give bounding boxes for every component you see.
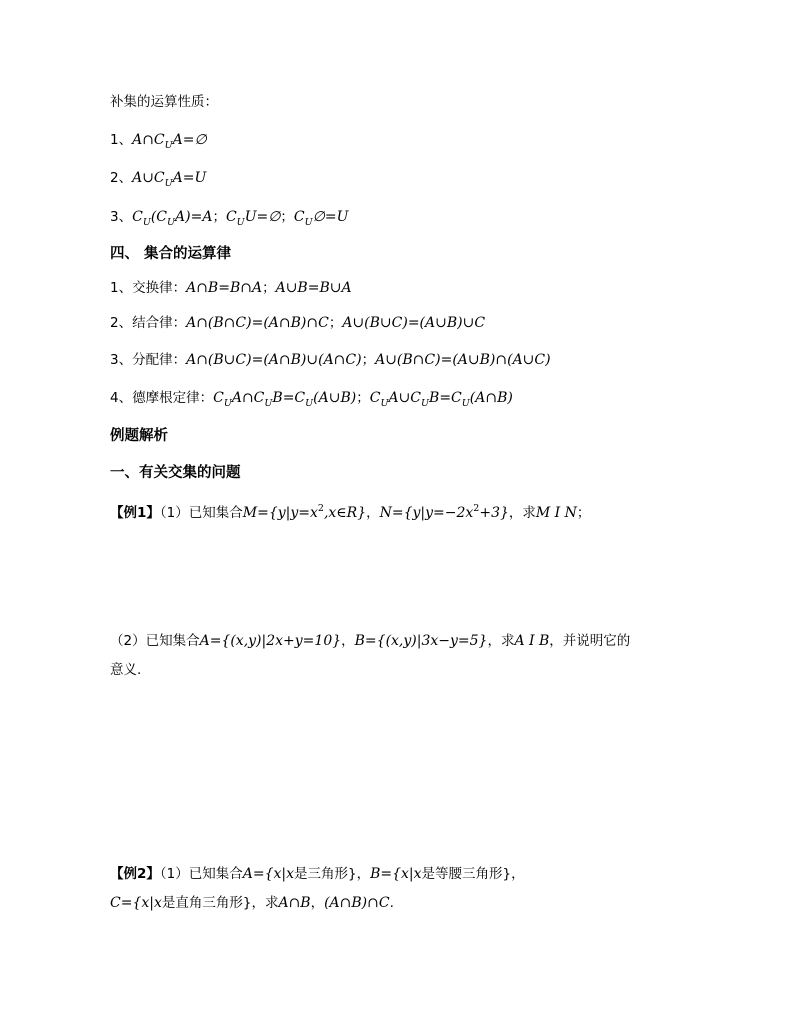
complement-heading-text: 补集的运算性质： xyxy=(110,94,218,110)
separator: ； xyxy=(576,505,591,521)
question-text: （1）已知集合 xyxy=(159,866,243,882)
math-expr: C xyxy=(369,390,381,406)
separator: ； xyxy=(212,209,226,225)
item-label: 2、结合律： xyxy=(110,315,187,331)
item-number: 2、 xyxy=(110,170,133,186)
subscript: U xyxy=(461,398,470,409)
math-expr: A=∅ xyxy=(172,132,207,148)
math-expr: A∪(B∩C)=(A∪B)∩(A∪C) xyxy=(375,352,551,368)
subscript: U xyxy=(305,398,314,409)
question-text: ，并说明它的 xyxy=(549,633,631,649)
example1-question2 xyxy=(110,631,630,651)
question-text: （1）已知集合 xyxy=(159,505,243,521)
item-label: 1、交换律： xyxy=(110,280,187,296)
question-text: 是等腰三角形} xyxy=(421,866,512,882)
math-expr: M I N xyxy=(535,505,577,521)
subscript: U xyxy=(167,217,176,228)
example1-question2-continued xyxy=(110,660,141,680)
item-label: 4、德摩根定律： xyxy=(110,390,214,406)
laws-heading-text: 四、 集合的运算律 xyxy=(110,246,232,262)
separator: ； xyxy=(361,352,376,368)
law-de-morgan xyxy=(110,388,513,410)
math-expr: A={x|x xyxy=(242,866,295,882)
math-expr: A∩B=B∩A xyxy=(186,280,263,296)
math-expr: ,x∈R} xyxy=(323,505,367,521)
math-expr: B=C xyxy=(429,390,462,406)
separator: ， xyxy=(366,505,380,521)
math-expr: A∪C xyxy=(388,390,422,406)
question-text: 是三角形} xyxy=(294,866,357,882)
complement-property-3 xyxy=(110,207,348,229)
example1-question1 xyxy=(110,503,590,525)
math-expr: C xyxy=(293,209,305,225)
math-expr: B={(x,y)|3x−y=5} xyxy=(354,633,488,649)
math-expr: A∪C xyxy=(132,170,165,186)
superscript: 2 xyxy=(317,503,324,514)
math-expr: M={y|y=x xyxy=(242,505,318,521)
subscript: U xyxy=(164,178,173,189)
math-expr: A∪(B∪C)=(A∪B)∪C xyxy=(342,315,486,331)
subscript: U xyxy=(380,398,389,409)
separator: ， xyxy=(511,866,525,882)
example2-question1-continued xyxy=(110,893,394,913)
math-expr: C={x|x xyxy=(110,895,162,911)
example2-question1 xyxy=(110,864,525,884)
item-label: 3、分配律： xyxy=(110,352,187,368)
math-expr: (A∩B)∩C xyxy=(324,895,390,911)
question-text: ，求 xyxy=(508,505,536,521)
math-expr: A∩C xyxy=(132,132,165,148)
separator: ， xyxy=(341,633,355,649)
math-expr: A I B xyxy=(514,633,550,649)
math-expr: +3} xyxy=(479,505,509,521)
question-text: ，求 xyxy=(251,895,279,911)
subscript: U xyxy=(223,398,232,409)
law-commutative xyxy=(110,278,352,298)
math-expr: (A∪B) xyxy=(313,390,357,406)
example-label: 【例1】 xyxy=(110,505,160,521)
math-expr: B={x|x xyxy=(370,866,422,882)
complement-heading xyxy=(110,92,218,112)
separator: ， xyxy=(356,866,371,882)
superscript: 2 xyxy=(473,503,480,514)
subscript: U xyxy=(264,398,273,409)
law-associative xyxy=(110,313,485,333)
math-expr: U=∅ xyxy=(244,209,281,225)
subscript: U xyxy=(164,140,173,151)
separator: ； xyxy=(328,315,343,331)
separator: ， xyxy=(310,895,325,911)
math-expr: A)=A xyxy=(175,209,213,225)
math-expr: A={(x,y)|2x+y=10} xyxy=(199,633,342,649)
question-text: 意义. xyxy=(110,662,142,678)
separator: ； xyxy=(280,209,294,225)
question-text: （2）已知集合 xyxy=(110,633,200,649)
part1-heading-text: 一、有关交集的问题 xyxy=(110,465,241,481)
question-text: ，求 xyxy=(487,633,515,649)
item-number: 1、 xyxy=(110,132,133,148)
math-expr: (A∩B) xyxy=(469,390,513,406)
math-expr: A∩(B∩C)=(A∩B)∩C xyxy=(186,315,329,331)
separator: ； xyxy=(356,390,370,406)
part1-heading xyxy=(110,463,241,483)
law-distributive xyxy=(110,350,551,370)
laws-heading xyxy=(110,244,231,264)
subscript: U xyxy=(142,217,151,228)
math-expr: A=U xyxy=(172,170,207,186)
example-label: 【例2】 xyxy=(110,866,160,882)
math-expr: N={y|y=−2x xyxy=(379,505,474,521)
subscript: U xyxy=(421,398,430,409)
question-text: 是直角三角形} xyxy=(161,895,252,911)
math-expr: A∩C xyxy=(231,390,265,406)
subscript: U xyxy=(304,217,313,228)
separator: ； xyxy=(262,280,276,296)
math-expr: B=C xyxy=(272,390,306,406)
math-expr: C xyxy=(132,209,143,225)
examples-heading xyxy=(110,426,168,446)
math-expr: C xyxy=(213,390,224,406)
separator: . xyxy=(389,895,394,911)
complement-property-2 xyxy=(110,168,206,190)
math-expr: ∅=U xyxy=(312,209,349,225)
complement-property-1 xyxy=(110,130,207,152)
math-expr: A∩B xyxy=(278,895,311,911)
math-expr: A∪B=B∪A xyxy=(275,280,352,296)
subscript: U xyxy=(236,217,245,228)
item-number: 3、 xyxy=(110,209,133,225)
examples-heading-text: 例题解析 xyxy=(110,428,168,444)
math-expr: (C xyxy=(150,209,168,225)
math-expr: A∩(B∪C)=(A∩B)∪(A∩C) xyxy=(186,352,362,368)
math-expr: C xyxy=(225,209,237,225)
